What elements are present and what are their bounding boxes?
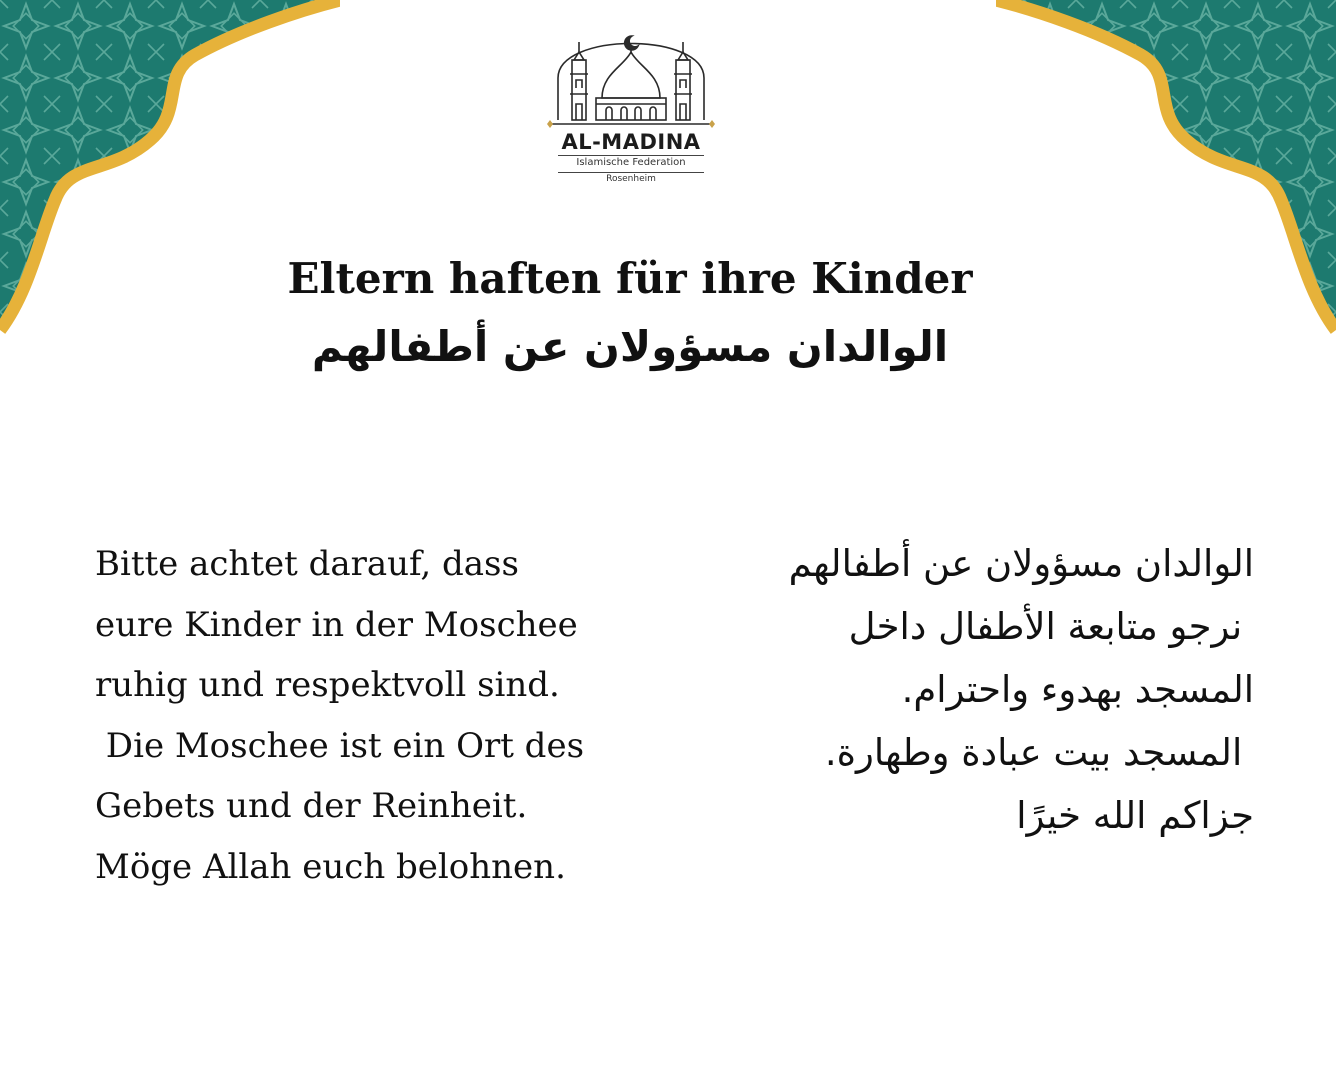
body-arabic-line: نرجو متابعة الأطفال داخل [848, 605, 1254, 648]
mosque-logo [546, 12, 716, 190]
body-arabic-line: المسجد بهدوء واحترام. [901, 668, 1254, 711]
body-german-line: eure Kinder in der Moschee [95, 604, 578, 645]
title-arabic: الوالدان مسؤولان عن أطفالهم [311, 322, 949, 371]
logo-divider [558, 172, 704, 173]
body-german-line: Gebets und der Reinheit. [95, 786, 528, 826]
logo-divider [558, 155, 704, 156]
logo-subtitle: Islamische Federation [576, 157, 686, 168]
mosque-icon [546, 12, 716, 132]
body-german-line: ruhig und respektvoll sind. [95, 665, 560, 705]
logo-name: AL-MADINA [561, 130, 701, 154]
body-arabic [660, 532, 1254, 847]
body-german-line: Möge Allah euch belohnen. [95, 846, 566, 887]
body-german-line: Bitte achtet darauf, dass [95, 544, 519, 584]
body-german [95, 534, 655, 897]
title-german: Eltern haften für ihre Kinder [287, 254, 973, 303]
logo-location: Rosenheim [606, 174, 656, 184]
body-arabic-line: المسجد بيت عبادة وطهارة. [824, 731, 1254, 774]
body-german-line: Die Moschee ist ein Ort des [95, 725, 585, 766]
body-arabic-line: الوالدان مسؤولان عن أطفالهم [788, 542, 1254, 585]
corner-ornament-right [996, 0, 1336, 340]
body-arabic-line: جزاكم الله خيرًا [1016, 794, 1254, 837]
